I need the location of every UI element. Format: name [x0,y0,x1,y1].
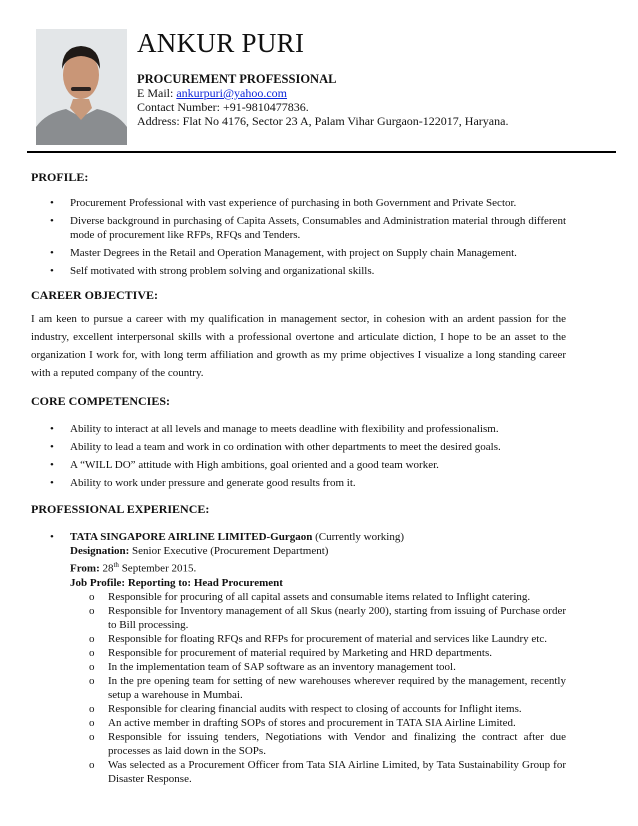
bullet-icon: • [50,215,54,227]
email-label: E Mail: [137,86,177,100]
bullet-icon: • [50,247,54,259]
list-item: o Responsible for issuing tenders, Negotiations with Vendor and finalizing the contract after due processes as laid down in the SOPs. [89,730,566,757]
circle-bullet-icon: o [89,716,95,729]
circle-bullet-icon: o [89,730,95,743]
list-item: o Responsible for clearing financial audits with respect to closing of accounts for Inflight items. [89,702,522,715]
bullet-icon: • [50,459,54,471]
job-entry [31,530,566,786]
list-item: • A “WILL DO” attitude with High ambitions, goal oriented and a good team worker. [50,459,439,471]
circle-bullet-icon: o [89,758,95,771]
header-divider [27,151,616,153]
circle-bullet-icon: o [89,646,95,659]
competencies-list [31,422,566,490]
list-item: o Was selected as a Procurement Officer from Tata SIA Airline Limited, by Tata Sustainability Group for Disaster Response. [89,758,566,785]
circle-bullet-icon: o [89,604,95,617]
circle-bullet-icon: o [89,590,95,603]
email-link[interactable]: ankurpuri@yahoo.com [176,86,288,100]
list-item: • Master Degrees in the Retail and Operation Management, with project on Supply chain Management. [50,247,517,259]
list-item: • Procurement Professional with vast experience of purchasing in both Government and Private Sector. [50,197,517,209]
circle-bullet-icon: o [89,702,95,715]
email-line [137,86,508,100]
list-item: • Ability to lead a team and work in co ordination with other departments to meet the desired goals. [50,441,501,453]
person-portrait-image [36,29,127,145]
competencies-heading: CORE COMPETENCIES: [31,394,171,408]
bullet-icon: • [50,441,54,453]
list-item: • Ability to work under pressure and generate good results from it. [50,477,356,489]
bullet-icon: • [50,197,54,209]
circle-bullet-icon: o [89,674,95,687]
list-item: • Diverse background in purchasing of Capita Assets, Consumables and Administration material through different mode of procurement like RFPs, RFQs and Tenders. [50,215,566,241]
bullet-icon: • [50,265,54,277]
company-status: (Currently working) [312,531,405,543]
list-item: o In the pre opening team for setting of new warehouses wherever required by the management, recently setup a warehouse in Mumbai. [89,674,566,701]
contact-number: Contact Number: +91-9810477836. [137,100,309,114]
profile-heading: PROFILE: [31,170,89,184]
profile-photo [36,29,127,145]
bullet-icon: • [50,423,54,435]
resume-body [31,170,566,786]
bullet-icon: • [50,477,54,489]
objective-text: I am keen to pursue a career with my qualification in management sector, in cohesion with an ardent passion for the industry, excellent interpersonal skills with a professional overtone and articulate diction, I hope to be an asset to the organization I work for, with long term affiliation and growth as my prime objectives I visualize a long standing career with a reputed company of the country. [31,313,566,379]
address: Address: Flat No 4176, Sector 23 A, Palam Vihar Gurgaon-122017, Haryana. [137,114,509,128]
bullet-icon: • [50,531,54,543]
from-line: From: 28th September 2015. [70,561,197,575]
list-item: o An active member in drafting SOPs of stores and procurement in TATA SIA Airline Limited. [89,716,516,729]
job-profile-line: Job Profile: Reporting to: Head Procurement [70,576,283,589]
experience-heading: PROFESSIONAL EXPERIENCE: [31,502,210,516]
circle-bullet-icon: o [89,632,95,645]
profile-list [31,196,566,278]
list-item: • Self motivated with strong problem solving and organizational skills. [50,265,375,277]
job-title: PROCUREMENT PROFESSIONAL [137,72,337,86]
objective-heading: CAREER OBJECTIVE: [31,288,159,302]
designation-line: Designation: Senior Executive (Procurement Department) [70,545,329,557]
list-item: o Responsible for procuring of all capital assets and consumable items related to Inflight catering. [89,590,531,603]
list-item: o Responsible for procurement of material required by Marketing and HRD departments. [89,646,492,659]
company-name: TATA SINGAPORE AIRLINE LIMITED-Gurgaon [70,531,313,543]
duties-list [89,590,566,786]
company-line [70,530,566,544]
list-item: o In the implementation team of SAP software as an inventory management tool. [89,660,456,673]
list-item: • Ability to interact at all levels and manage to meets deadline with flexibility and professionalism. [50,423,499,435]
list-item: o Responsible for Inventory management of all Skus (nearly 200), starting from issuing of Purchase order to Bill processing. [89,604,566,631]
circle-bullet-icon: o [89,660,95,673]
list-item: o Responsible for floating RFQs and RFPs for procurement of material and services like Laundry etc. [89,632,547,645]
contact-block [137,72,508,128]
candidate-name: ANKUR PURI [137,28,305,58]
